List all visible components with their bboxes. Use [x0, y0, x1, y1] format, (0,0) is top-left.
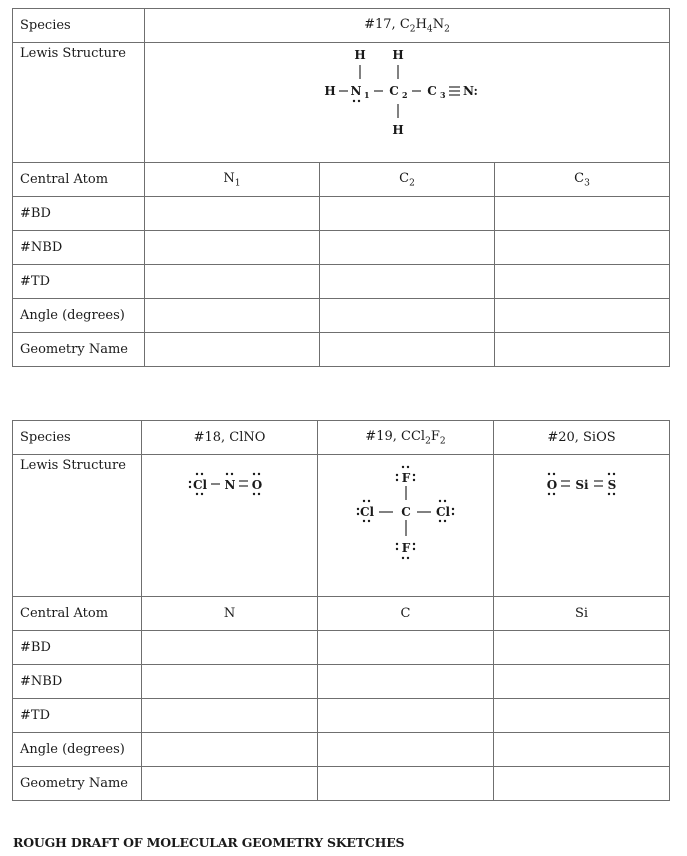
atom-c2: C	[389, 84, 399, 98]
row-label-nbd: #NBD	[13, 665, 142, 699]
atom-s: S	[607, 478, 616, 492]
lewis-structure-18-cell	[142, 455, 318, 597]
lone-pair-dot	[547, 493, 549, 495]
lone-pair-dot	[353, 100, 355, 102]
answer-cell[interactable]	[494, 767, 670, 801]
species-18-name: #18, ClNO	[142, 421, 318, 455]
atom-f-bottom: F	[401, 541, 410, 555]
lone-pair-dot	[195, 473, 197, 475]
atom-h-left: H	[324, 84, 336, 98]
atom-n1: N	[350, 84, 362, 98]
central-atom-c: C	[318, 597, 494, 631]
lone-pair-dot	[356, 513, 358, 515]
lone-pair-dot	[547, 473, 549, 475]
lewis-structure-20-cell	[494, 455, 670, 597]
answer-cell[interactable]	[494, 631, 670, 665]
atom-o: O	[251, 478, 262, 492]
lewis-structure-label: Lewis Structure	[13, 43, 145, 163]
lone-pair-dot	[230, 473, 232, 475]
lone-pair-dot	[367, 500, 369, 502]
lone-pair-dot	[401, 557, 403, 559]
lone-pair-dot	[607, 473, 609, 475]
answer-cell[interactable]	[145, 299, 320, 333]
row-label-nbd: #NBD	[13, 231, 145, 265]
lone-pair-dot	[438, 500, 440, 502]
lewis-structure-20	[532, 468, 632, 508]
answer-cell[interactable]	[320, 265, 495, 299]
species-17-table	[12, 8, 670, 367]
row-label-td: #TD	[13, 265, 145, 299]
species-20-name: #20, SiOS	[494, 421, 670, 455]
answer-cell[interactable]	[142, 631, 318, 665]
answer-cell[interactable]	[142, 699, 318, 733]
lone-pair-dot	[257, 493, 259, 495]
atom-o: O	[546, 478, 557, 492]
atom-si: Si	[574, 478, 589, 492]
atom-c3-subscript: 3	[440, 90, 446, 100]
atom-n: N	[224, 478, 235, 492]
lone-pair-dot	[406, 557, 408, 559]
central-atom-label: Central Atom	[13, 163, 145, 197]
answer-cell[interactable]	[320, 231, 495, 265]
lone-pair-dot	[451, 513, 453, 515]
lewis-structure-19	[351, 462, 461, 570]
row-label-angle: Angle (degrees)	[13, 733, 142, 767]
lone-pair-dot	[412, 479, 414, 481]
row-label-td: #TD	[13, 699, 142, 733]
answer-cell[interactable]	[318, 699, 494, 733]
atom-c: C	[400, 505, 411, 519]
central-atom-si: Si	[494, 597, 670, 631]
answer-cell[interactable]	[495, 231, 670, 265]
atom-f-top: F	[401, 471, 410, 485]
row-label-geometry: Geometry Name	[13, 767, 142, 801]
lone-pair-dot	[195, 493, 197, 495]
lone-pair-dot	[356, 508, 358, 510]
central-atom-label: Central Atom	[13, 597, 142, 631]
answer-cell[interactable]	[494, 733, 670, 767]
answer-cell[interactable]	[145, 333, 320, 367]
atom-cl: Cl	[192, 478, 207, 492]
answer-cell[interactable]	[145, 265, 320, 299]
answer-cell[interactable]	[142, 767, 318, 801]
lone-pair-dot	[451, 508, 453, 510]
central-atom-c2: $C_2$	[320, 163, 495, 197]
atom-h-bottom: H	[392, 123, 404, 137]
lone-pair-dot	[362, 520, 364, 522]
lone-pair-dot	[406, 466, 408, 468]
atom-c2-subscript: 2	[402, 90, 408, 100]
lone-pair-dot	[395, 548, 397, 550]
lone-pair-dot	[443, 500, 445, 502]
lone-pair-dot	[252, 473, 254, 475]
atom-cl-left: Cl	[359, 505, 374, 519]
lone-pair-dot	[225, 473, 227, 475]
lone-pair-dot	[395, 543, 397, 545]
lone-pair-dot	[612, 473, 614, 475]
answer-cell[interactable]	[142, 733, 318, 767]
lone-pair-dot	[257, 473, 259, 475]
answer-cell[interactable]	[318, 733, 494, 767]
lone-pair-dot	[188, 481, 190, 483]
lone-pair-dot	[412, 474, 414, 476]
lone-pair-dot	[552, 473, 554, 475]
central-atom-c3: $C_3$	[495, 163, 670, 197]
lone-pair-dot	[367, 520, 369, 522]
lone-pair-dot	[412, 548, 414, 550]
species-18-20-table	[12, 420, 670, 801]
lone-pair-dot	[401, 466, 403, 468]
answer-cell[interactable]	[142, 665, 318, 699]
atom-c3: C	[427, 84, 437, 98]
atom-n-terminal: N:	[463, 84, 478, 98]
section-heading: ROUGH DRAFT OF MOLECULAR GEOMETRY SKETCHES	[13, 835, 405, 850]
answer-cell[interactable]	[320, 197, 495, 231]
lone-pair-dot	[395, 479, 397, 481]
lone-pair-dot	[443, 520, 445, 522]
lewis-structure-19-cell	[318, 455, 494, 597]
lewis-structure-17-cell	[145, 43, 670, 163]
answer-cell[interactable]	[318, 631, 494, 665]
lone-pair-dot	[607, 493, 609, 495]
row-label-geometry: Geometry Name	[13, 333, 145, 367]
species-19-name: #19, $CCl_2F_2$	[318, 421, 494, 455]
lewis-structure-18	[180, 468, 280, 508]
lone-pair-dot	[200, 493, 202, 495]
atom-n1-subscript: 1	[364, 90, 370, 100]
species-label: Species	[13, 9, 145, 43]
lone-pair-dot	[395, 474, 397, 476]
lone-pair-dot	[438, 520, 440, 522]
answer-cell[interactable]	[320, 333, 495, 367]
species-label: Species	[13, 421, 142, 455]
answer-cell[interactable]	[495, 265, 670, 299]
species-17-name: #17, $C_2H_4N_2$	[145, 9, 670, 43]
lone-pair-dot	[612, 493, 614, 495]
answer-cell[interactable]	[318, 767, 494, 801]
atom-cl-right: Cl	[435, 505, 450, 519]
lone-pair-dot	[200, 473, 202, 475]
answer-cell[interactable]	[495, 197, 670, 231]
lewis-structure-17	[322, 48, 492, 152]
answer-cell[interactable]	[318, 665, 494, 699]
answer-cell[interactable]	[145, 197, 320, 231]
answer-cell[interactable]	[320, 299, 495, 333]
answer-cell[interactable]	[495, 299, 670, 333]
lone-pair-dot	[252, 493, 254, 495]
central-atom-n: N	[142, 597, 318, 631]
lone-pair-dot	[412, 543, 414, 545]
lone-pair-dot	[362, 500, 364, 502]
central-atom-n1: $N_1$	[145, 163, 320, 197]
lone-pair-dot	[358, 100, 360, 102]
answer-cell[interactable]	[145, 231, 320, 265]
lone-pair-dot	[552, 493, 554, 495]
lewis-structure-label: Lewis Structure	[13, 455, 142, 597]
row-label-bd: #BD	[13, 197, 145, 231]
row-label-angle: Angle (degrees)	[13, 299, 145, 333]
lone-pair-dot	[188, 486, 190, 488]
answer-cell[interactable]	[494, 665, 670, 699]
answer-cell[interactable]	[494, 699, 670, 733]
atom-h-top-left: H	[354, 48, 366, 62]
answer-cell[interactable]	[495, 333, 670, 367]
atom-h-top-right: H	[392, 48, 404, 62]
row-label-bd: #BD	[13, 631, 142, 665]
